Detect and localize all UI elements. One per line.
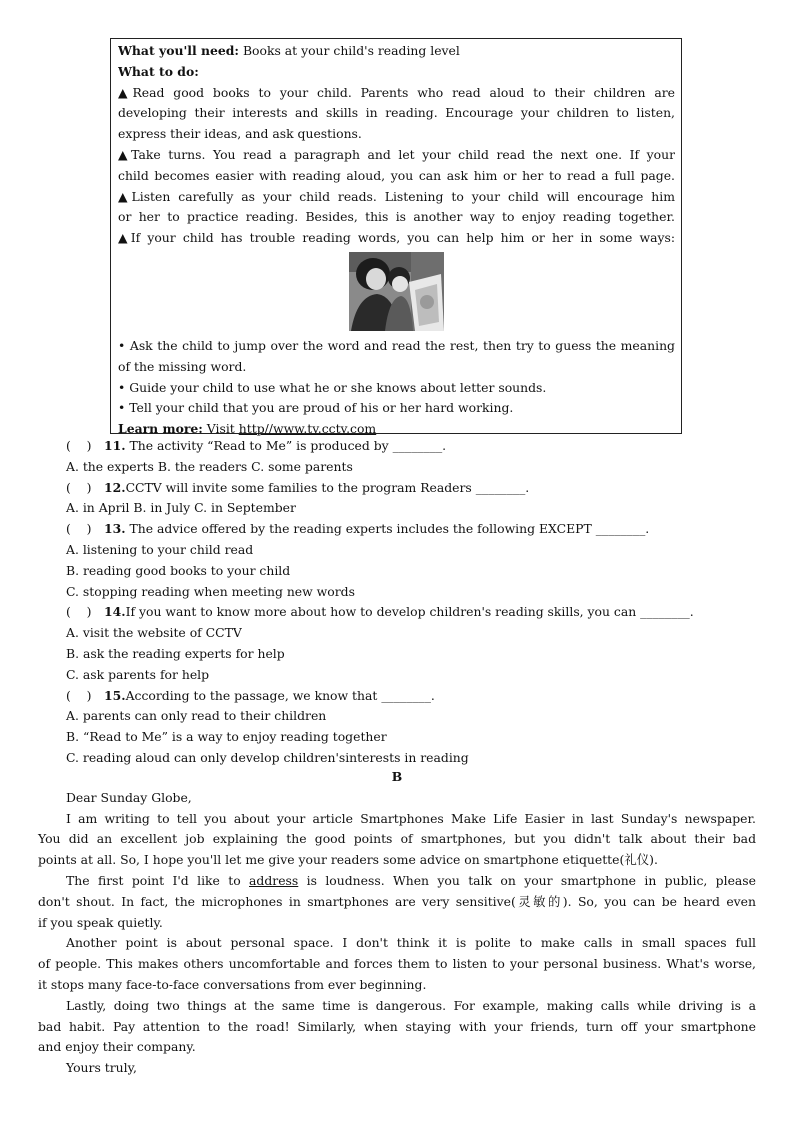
answer-option: A. parents can only read to their children bbox=[66, 708, 327, 724]
letter-closing: Yours truly, bbox=[66, 1060, 137, 1076]
questions-section bbox=[66, 436, 766, 769]
letter-line: You did an excellent job explaining the good points of smartphones, but you didn't talk about their bad bbox=[38, 831, 756, 847]
answer-option: A. listening to your child read bbox=[66, 541, 254, 557]
question-15: ( ) 15.According to the passage, we know that ________. bbox=[66, 687, 435, 703]
question-number: 13. bbox=[104, 521, 126, 537]
learn-more-text: Visit bbox=[206, 421, 235, 437]
learn-more-link[interactable]: http//www.tv.cctv.com bbox=[238, 421, 377, 437]
letter-line: and enjoy their company. bbox=[38, 1039, 196, 1055]
tip-line: developing their interests and skills in reading. Encourage your children to listen, bbox=[118, 105, 675, 121]
answer-options: A. in April B. in July C. in September bbox=[66, 500, 296, 516]
tip-line: ▲If your child has trouble reading words, you can help him or her in some ways: bbox=[118, 230, 675, 246]
letter-line: if you speak quietly. bbox=[38, 914, 163, 930]
answer-option: C. reading aloud can only develop children'sinterests in reading bbox=[66, 749, 469, 765]
learn-more-label: Learn more: bbox=[118, 421, 203, 437]
letter-paragraph-2 bbox=[38, 871, 756, 933]
bullet-line: of the missing word. bbox=[118, 358, 247, 374]
tip-line: ▲Take turns. You read a paragraph and let your child read the next one. If your bbox=[118, 146, 675, 162]
section-b-heading: B bbox=[391, 769, 403, 784]
question-text: According to the passage, we know that ________. bbox=[125, 687, 435, 703]
need-label: What you'll need: bbox=[118, 43, 239, 58]
need-text: Books at your child's reading level bbox=[242, 43, 460, 58]
question-text: The advice offered by the reading experts includes the following EXCEPT ________. bbox=[129, 521, 650, 537]
todo-label: What to do: bbox=[118, 63, 199, 79]
question-text: CCTV will invite some families to the program Readers ________. bbox=[125, 479, 530, 495]
question-number: 11. bbox=[104, 438, 126, 453]
need-line bbox=[118, 41, 675, 62]
letter-line: of people. This makes others uncomfortable and forces them to listen to your personal business. What's worse, bbox=[38, 956, 756, 972]
letter-line: Another point is about personal space. I don't think it is polite to make calls in small spaces full bbox=[66, 935, 756, 951]
question-13: ( ) 13. The advice offered by the reading experts includes the following EXCEPT ________. bbox=[66, 521, 650, 537]
photo-container bbox=[118, 249, 675, 336]
bullet-line: • Guide your child to use what he or she knows about letter sounds. bbox=[118, 379, 547, 395]
question-number: 14. bbox=[104, 604, 126, 620]
letter-line bbox=[38, 871, 756, 892]
answer-option: C. stopping reading when meeting new words bbox=[66, 583, 355, 599]
mother-child-reading-photo bbox=[349, 252, 444, 331]
question-11: ( ) 11. The activity “Read to Me” is produced by ________. bbox=[66, 438, 447, 453]
letter-line: I am writing to tell you about your article Smartphones Make Life Easier in last Sunday's newspaper. bbox=[66, 810, 756, 826]
letter-text: The first point I'd like to bbox=[66, 872, 250, 888]
question-14: ( ) 14.If you want to know more about how to develop children's reading skills, you can ________. bbox=[66, 604, 694, 620]
letter-line: don't shout. In fact, the microphones in smartphones are very sensitive(灵敏的). So, you can be heard even bbox=[38, 893, 756, 909]
answer-option: B. reading good books to your child bbox=[66, 562, 291, 578]
answer-option: B. “Read to Me” is a way to enjoy reading together bbox=[66, 729, 387, 745]
question-text: If you want to know more about how to develop children's reading skills, you can ________. bbox=[125, 604, 694, 620]
question-number: 12. bbox=[104, 479, 126, 495]
tip-line: express their ideas, and ask questions. bbox=[118, 126, 362, 142]
tip-line: ▲Read good books to your child. Parents who read aloud to their children are bbox=[118, 84, 675, 100]
letter-line: Lastly, doing two things at the same time is dangerous. For example, making calls while driving is a bbox=[66, 997, 756, 1013]
letter-paragraph-1 bbox=[38, 809, 756, 871]
letter-greeting: Dear Sunday Globe, bbox=[66, 789, 192, 805]
tip-line: child becomes easier with reading aloud, you can ask him or her to read a full page. bbox=[118, 167, 675, 183]
tip-line: ▲Listen carefully as your child reads. Listening to your child will encourage him bbox=[118, 188, 675, 204]
answer-option: C. ask parents for help bbox=[66, 666, 210, 682]
reading-tips-box bbox=[110, 38, 682, 437]
letter-line: it stops many face-to-face conversations from ever beginning. bbox=[38, 976, 427, 992]
letter-line: points at all. So, I hope you'll let me give your readers some advice on smartphone etiquette(礼仪). bbox=[38, 852, 658, 868]
question-number: 15. bbox=[104, 687, 126, 703]
answer-option: A. visit the website of CCTV bbox=[66, 625, 242, 641]
letter-text: is loudness. When you talk on your smartphone in public, please bbox=[298, 872, 756, 888]
answer-options: A. the experts B. the readers C. some parents bbox=[66, 458, 353, 474]
letter-line: bad habit. Pay attention to the road! Similarly, when staying with your friends, turn off your smartphone bbox=[38, 1018, 756, 1034]
bullet-line: • Tell your child that you are proud of his or her hard working. bbox=[118, 400, 514, 416]
underlined-word: address bbox=[249, 872, 299, 888]
letter-paragraph-4 bbox=[38, 996, 756, 1058]
letter-section bbox=[38, 767, 756, 1079]
bullet-line: • Ask the child to jump over the word and read the rest, then try to guess the meaning bbox=[118, 337, 675, 353]
question-12: ( ) 12.CCTV will invite some families to the program Readers ________. bbox=[66, 479, 530, 495]
answer-option: B. ask the reading experts for help bbox=[66, 645, 285, 661]
tip-line: or her to practice reading. Besides, this is another way to enjoy reading together. bbox=[118, 209, 675, 225]
question-text: The activity “Read to Me” is produced by ________. bbox=[129, 438, 447, 453]
letter-paragraph-3 bbox=[38, 933, 756, 995]
